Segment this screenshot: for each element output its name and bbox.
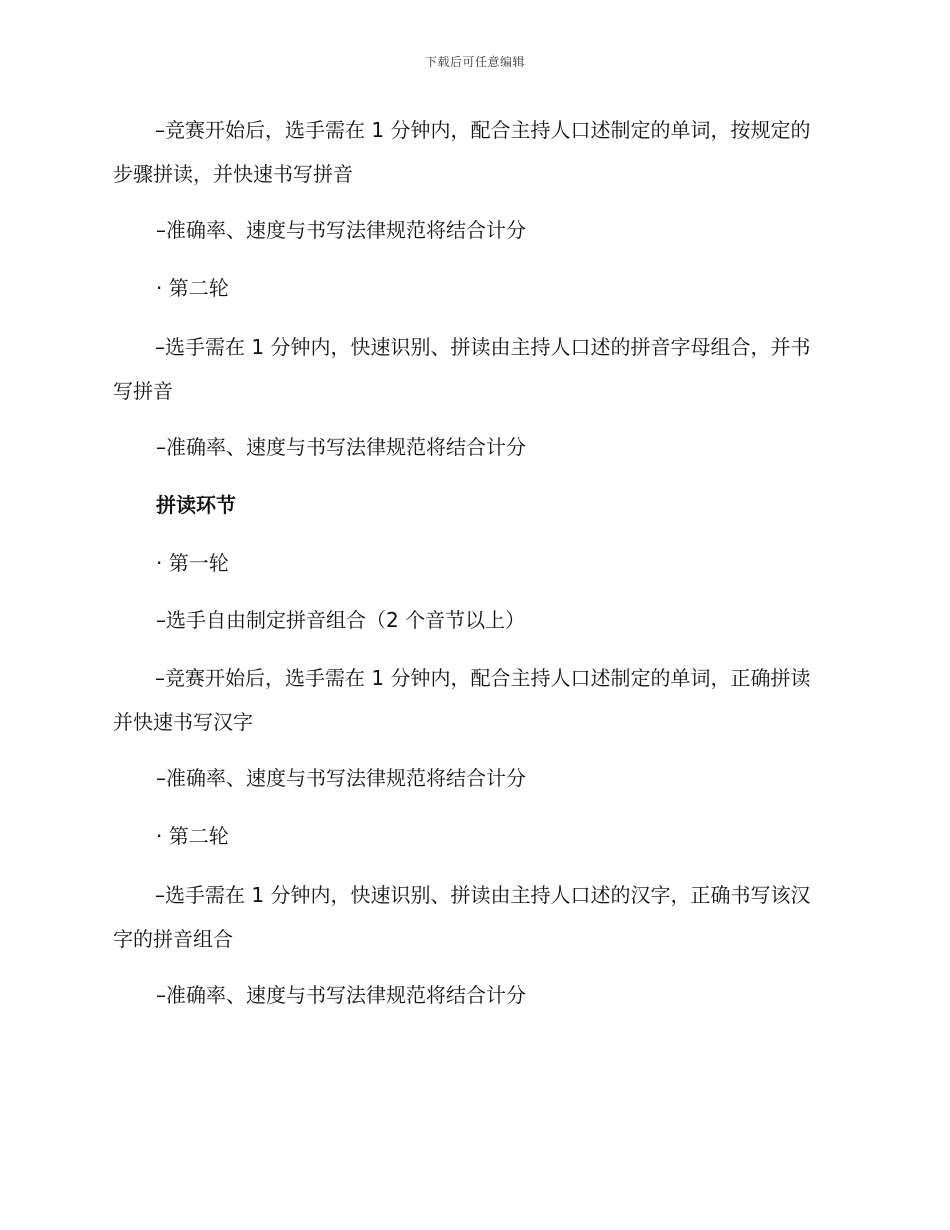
paragraph-scoring-4: –准确率、速度与书写法律规范将结合计分 xyxy=(156,983,526,1007)
paragraph-round-rules-2: –选手需在 1 分钟内，快速识别、拼读由主持人口述的拼音字母组合，并书写拼音 xyxy=(113,335,811,403)
paragraph-round-rules-4: –选手需在 1 分钟内，快速识别、拼读由主持人口述的汉字，正确书写该汉字的拼音组合 xyxy=(113,883,811,951)
paragraph-free-combination: –选手自由制定拼音组合（2 个音节以上） xyxy=(156,608,526,632)
round-one-label: · 第一轮 xyxy=(156,551,229,575)
paragraph-scoring-1: –准确率、速度与书写法律规范将结合计分 xyxy=(156,218,526,242)
section-heading-spelling: 拼读环节 xyxy=(156,493,236,517)
paragraph-round-rules-1: –竞赛开始后，选手需在 1 分钟内，配合主持人口述制定的单词，按规定的步骤拼读，并快速书写拼音 xyxy=(113,118,811,186)
round-two-label-2: · 第二轮 xyxy=(156,824,229,848)
paragraph-scoring-3: –准确率、速度与书写法律规范将结合计分 xyxy=(156,766,526,790)
paragraph-round-rules-3: –竞赛开始后，选手需在 1 分钟内，配合主持人口述制定的单词，正确拼读并快速书写汉字 xyxy=(113,666,811,734)
paragraph-scoring-2: –准确率、速度与书写法律规范将结合计分 xyxy=(156,435,526,459)
page-header: 下载后可任意编辑 xyxy=(424,55,525,69)
round-two-label-1: · 第二轮 xyxy=(156,276,229,300)
